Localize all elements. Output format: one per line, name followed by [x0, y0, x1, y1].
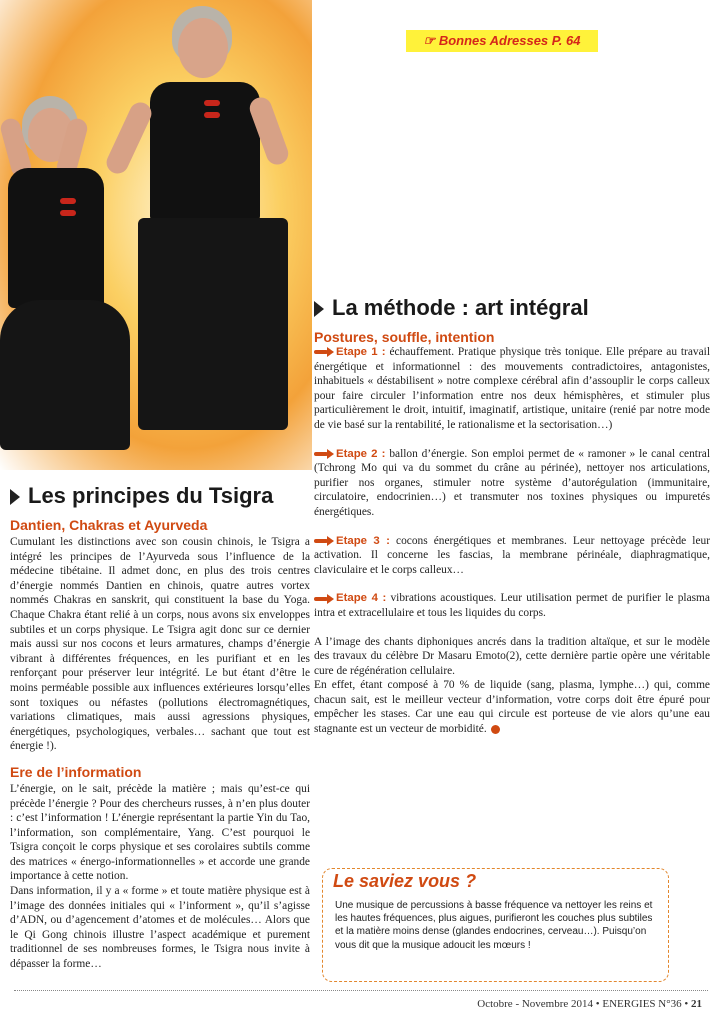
- did-you-know-box: [322, 868, 669, 982]
- banner-label: Bonnes Adresses P. 64: [438, 33, 581, 48]
- step-3-label: Etape 3 :: [336, 534, 390, 547]
- end-mark-icon: [491, 725, 500, 734]
- box-title: Le saviez vous ?: [333, 871, 477, 891]
- paragraph-emoto: A l’image des chants diphoniques ancrés dans la tradition altaïque, et sur le modèle des travaux du célèbre Dr Masaru Emoto(2), cette dernière partie opère une véritable cure de régénération cellulaire.: [314, 635, 710, 677]
- step-1-text: échauffement. Pratique physique très tonique. Elle prépare au travail énergétique et informationnel : des mouvements contradictoires, antagonistes, inhabituels « déstabilisent » notre complexe cérébral afin d’assouplir le corps calleux pour faire circuler l’information entre nos deux hémisphères, et stimuler plus particulièrement le droit, intuitif, imaginatif, artistique, unitaire (renié par notre mode de vie basé sur la rentabilité, le rationalisme et la sectorisation…): [314, 346, 710, 431]
- step-3: [314, 534, 710, 578]
- left-title: Les principes du Tsigra: [28, 483, 274, 508]
- section-text-information-2: Dans information, il y a « forme » et toute matière physique est à l’image des données initiales qui « l’informent », qu’il s’agisse d’ADN, ou d’agencement d’atomes et de molécules… Alors que le Qi Gong chinois illustre l’aspect académique et purement traditionnel de ses nombreuses formes, le Tsigra nous invite à dépasser la forme…: [10, 885, 310, 971]
- arrow-icon: [314, 595, 334, 603]
- box-text: Une musique de percussions à basse fréquence va nettoyer les reins et les hautes fréquences, plus aigues, purifieront les couches plus subtiles et la matière moins dense (glandes endocrines, cerveau…). Puisqu’on vous dit que la musique adoucit les mœurs !: [335, 900, 653, 951]
- triangle-bullet-icon: [314, 301, 324, 317]
- step-2-text: ballon d’énergie. Son emploi permet de « ramoner » le canal central (Tchrong Mo qui va du sommet du crâne au périnée), nettoyer nos articulations, purifier nos organes, stimuler notre système d’autorégulation (immunitaire, circulatoire, endocrinien…) et transmuter nos toxines physiques ou impuretés énergétiques.: [314, 447, 710, 518]
- step-3-text: cocons énergétiques et membranes. Leur nettoyage précède leur activation. Il concerne les fascias, la membrane périnéale, diaphragmatique, claviculaire et le corps calleux…: [314, 534, 710, 576]
- page-number: 21: [691, 998, 702, 1010]
- pants: [0, 300, 130, 450]
- step-2-label: Etape 2 :: [336, 447, 386, 460]
- left-heading: [10, 483, 310, 509]
- step-1-label: Etape 1 :: [336, 346, 386, 358]
- photo-two-women-tsigra-practice: [0, 0, 312, 470]
- section-text-information-1: L’énergie, on le sait, précède la matière ; mais qu’est-ce qui précède l’énergie ? Pour des chercheurs russes, à n’en plus douter : c’est l’information ! L’énergie représentant la partie Yin du Tao, l’information, son complémentaire, Yang. C’est pourquoi le Tsigra conçoit le corps physique et ses corolaires subtils comme des matrices « énergo-informationnelles » et accorde une grande importance à cette notion.: [10, 782, 310, 883]
- head: [178, 18, 228, 78]
- triangle-bullet-icon: [10, 489, 20, 505]
- knot: [204, 100, 220, 106]
- section-title-information: Ere de l’information: [10, 763, 142, 780]
- address-banner: [406, 30, 598, 52]
- knot: [60, 210, 76, 216]
- paragraph-liquid: [314, 678, 710, 736]
- step-4-label: Etape 4 :: [336, 592, 387, 605]
- right-heading: [314, 295, 710, 321]
- knot: [60, 198, 76, 204]
- arrow-icon: [314, 537, 334, 545]
- pointing-hand-icon: ☞: [423, 33, 439, 48]
- arrow-icon: [314, 450, 334, 458]
- paragraph-liquid-text: En effet, étant composé à 70 % de liquide (sang, plasma, lymphe…) qui, comme chacun sait, est le meilleur vecteur d’information, votre corps doit être épuré pour empêcher les stases. Car une eau qui circule est porteuse de vie alors qu’une eau stagnante est un vecteur de morbidité.: [314, 679, 710, 736]
- method-subtitle: Postures, souffle, intention: [314, 329, 495, 345]
- section-text-dantien: Cumulant les distinctions avec son cousin chinois, le Tsigra a intégré les principes de l’Ayurveda sous l’influence de la médecine tibétaine. Il admet donc, en plus des trois centres d’énergie nommés Dantien en chinois, quatre autres vortex nommés Chakras en sanskrit, qui constituent la base du Yoga. Chaque Chakra étant relié à un corps, nous avons six enveloppes subtiles et un corps physique. Le Tsigra agit donc sur ce dernier mais aussi sur nos cocons et leurs armatures, champs d’énergie vibrant à différentes fréquences, en les purifiant et en les renforçant pour préserver leur intégrité. Le but étant d’être le moins perméable possible aux influences extérieures lorsqu’elles sont toxiques ou néfastes (pollutions électromagnétiques, variations climatiques, mais aussi agressions physiques, énergétiques, psychologiques, verbales… sachant que tout est énergie !).: [10, 536, 310, 753]
- knot: [204, 112, 220, 118]
- pants: [138, 218, 288, 430]
- footer-divider: [14, 990, 708, 991]
- step-4: [314, 591, 710, 620]
- step-1: [314, 345, 710, 433]
- section-title-dantien: Dantien, Chakras et Ayurveda: [10, 517, 208, 533]
- step-2: [314, 447, 710, 520]
- torso: [8, 168, 104, 308]
- page-footer: [477, 998, 702, 1010]
- arrow-icon: [314, 348, 334, 356]
- right-title: La méthode : art intégral: [332, 295, 589, 320]
- footer-text: Octobre - Novembre 2014 • ENERGIES N°36 •: [477, 998, 689, 1010]
- arm: [103, 99, 155, 177]
- step-4-text: vibrations acoustiques. Leur utilisation permet de purifier le plasma intra et extracellulaire et tous les liquides du corps.: [314, 592, 710, 619]
